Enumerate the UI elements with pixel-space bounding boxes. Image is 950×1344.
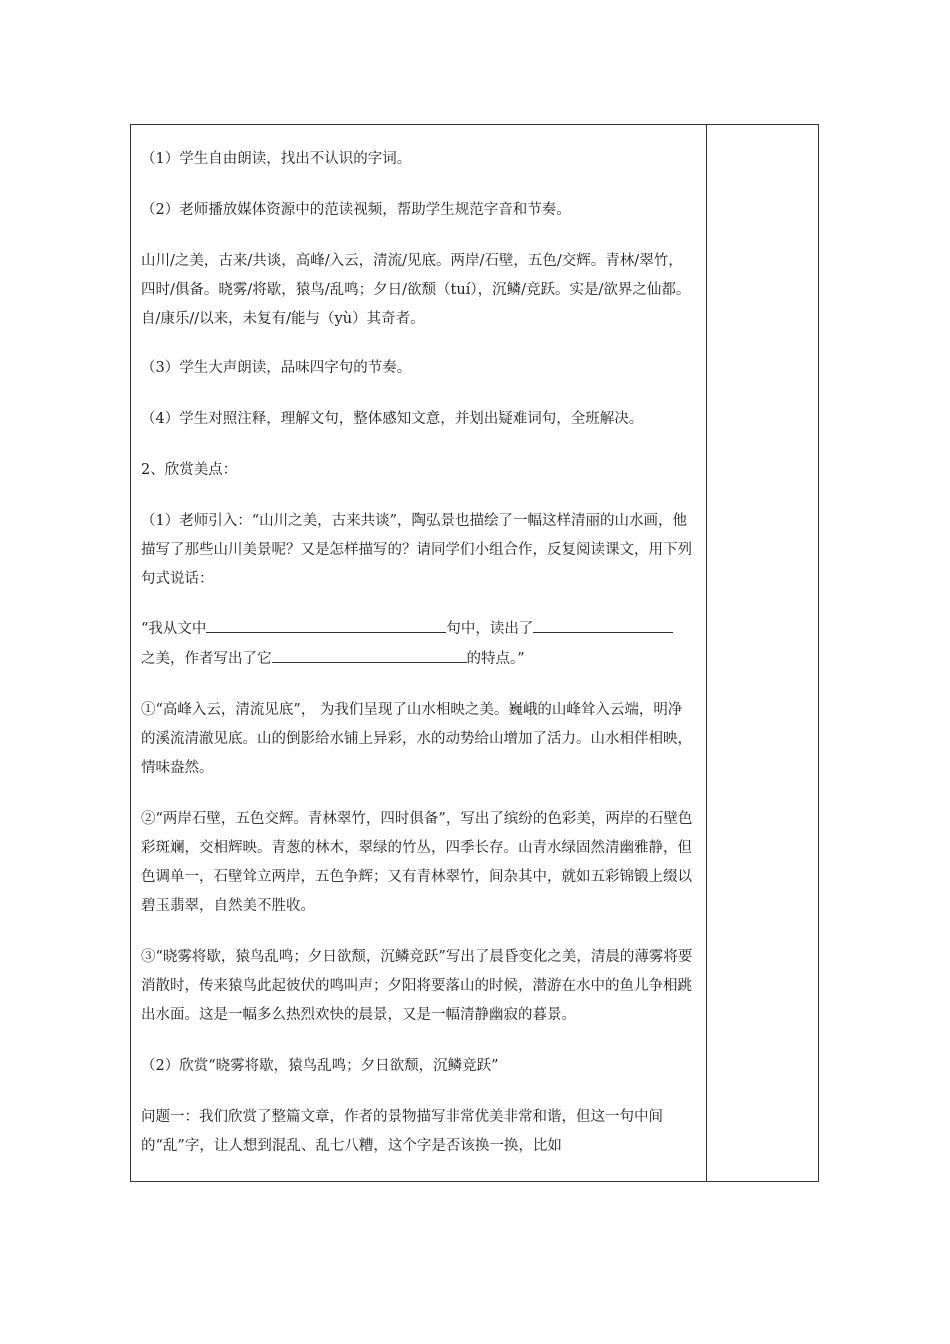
paragraph: 问题一：我们欣赏了整篇文章，作者的景物描写非常优美非常和谐，但这一句中间的“乱”字，让人想到混乱、乱七八糟，这个字是否该换一换，比如 <box>141 1109 663 1154</box>
paragraph: （4）学生对照注释，理解文句，整体感知文意，并划出疑难词句，全班解决。 <box>141 411 644 427</box>
fill-text: 的特点。” <box>466 651 525 667</box>
paragraph: （3）学生大声朗读，品味四字句的节奏。 <box>141 360 412 376</box>
paragraph: ②“两岸石壁，五色交辉。青林翠竹，四时俱备”，写出了缤纷的色彩美，两岸的石壁色彩斑斓，交相辉映。青葱的林木，翠绿的竹丛，四季长存。山青水绿固然清幽雅静，但色调单一，石壁耸立两岸，五色争辉；又有青林翠竹，间杂其中，就如五彩锦锻上缀以碧玉翡翠，自然美不胜收。 <box>141 811 693 914</box>
paragraph: （1）老师引入：“山川之美，古来共谈”，陶弘景也描绘了一幅这样清丽的山水画，他描写了那些山川美景呢？又是怎样描写的？请同学们小组合作，反复阅读课文，用下列句式说话： <box>141 513 692 587</box>
lesson-table <box>130 124 819 1182</box>
column-divider <box>706 125 707 1181</box>
paragraph: （2）老师播放媒体资源中的范读视频，帮助学生规范字音和节奏。 <box>141 202 571 218</box>
fill-blank <box>533 614 673 633</box>
paragraph: 2、欣赏美点： <box>141 462 238 478</box>
fill-blank <box>206 614 446 633</box>
fill-text: 句中，读出了 <box>446 621 534 637</box>
lesson-content <box>141 145 694 1183</box>
fill-in-sentence <box>141 614 694 674</box>
fill-text: 之美，作者写出了它 <box>141 651 272 667</box>
paragraph: （1）学生自由朗读，找出不认识的字词。 <box>141 151 412 167</box>
paragraph: ③“晓雾将歇，猿鸟乱鸣；夕日欲颓，沉鳞竞跃”写出了晨昏变化之美，清晨的薄雾将要消散时，传来猿鸟此起彼伏的鸣叫声；夕阳将要落山的时候，潜游在水中的鱼儿争相跳出水面。这是一幅多么热烈欢快的晨景，又是一幅清静幽寂的暮景。 <box>141 949 693 1023</box>
fill-text: “我从文中 <box>141 621 207 637</box>
fill-blank <box>272 644 467 663</box>
paragraph: ①“高峰入云，清流见底”， 为我们呈现了山水相映之美。巍峨的山峰耸入云端，明净的溪流清澈见底。山的倒影给水铺上异彩，水的动势给山增加了活力。山水相伴相映，情味盎然。 <box>141 702 692 776</box>
paragraph: 山川/之美，古来/共谈，高峰/入云，清流/见底。两岸/石壁，五色/交辉。青林/翠竹，四时/俱备。晓雾/将歇，猿鸟/乱鸣；夕日/欲颓（tuí），沉鳞/竞跃。实是/欲界之仙都。自/康乐//以来，未复有/能与（yù）其奇者。 <box>141 253 691 327</box>
paragraph: （2）欣赏“晓雾将歇，猿鸟乱鸣；夕日欲颓，沉鳞竞跃” <box>141 1058 499 1074</box>
